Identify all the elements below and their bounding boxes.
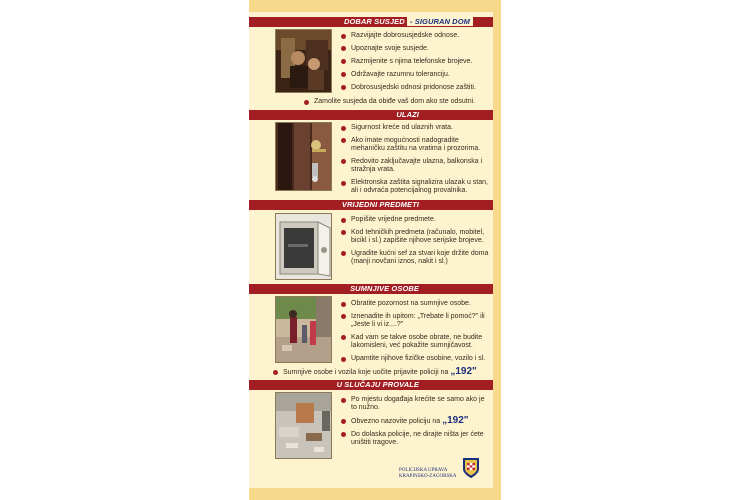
footer-line1: POLICIJSKA UPRAVA	[399, 468, 448, 473]
bullet-dot-icon	[341, 251, 346, 256]
burglary-image	[276, 393, 332, 459]
wide-bullet-report: Sumnjive osobe i vozila koje uočite prijavite policiji na „192"	[273, 368, 491, 377]
bullet-dot-icon	[341, 314, 346, 319]
bullet-dot-icon	[341, 230, 346, 235]
bullet-dot-icon	[273, 370, 278, 375]
bullet-dot-icon	[341, 126, 346, 131]
list-item: Elektronska zaštita signalizira ulazak u stan, ali i odvraća potencijalnog provalnika.	[341, 179, 491, 195]
list-item: Po mjestu događaja krećite se samo ako je to nužno.	[341, 396, 491, 412]
bullet-list-burglary	[341, 396, 491, 452]
door-lock-image	[276, 123, 332, 191]
photo-burglary	[275, 392, 332, 459]
list-item: Kad vam se takve osobe obrate, ne budite lakomisleni, već pokažite sumnjičavost.	[341, 334, 491, 350]
neighbours-image	[276, 30, 332, 93]
bullet-dot-icon	[341, 59, 346, 64]
section-header-suspicious: SUMNJIVE OSOBE	[249, 284, 493, 294]
list-item: Obratite pozornost na sumnjive osobe.	[341, 300, 491, 308]
photo-street	[275, 296, 332, 363]
photo-door	[275, 122, 332, 191]
bullet-dot-icon	[341, 72, 346, 77]
flyer	[249, 0, 501, 500]
section-header-entrances: ULAZI	[249, 110, 493, 120]
section-header-valuables: VRIJEDNI PREDMETI	[249, 200, 493, 210]
section-header-good-neighbour	[249, 17, 493, 27]
bullet-dot-icon	[341, 46, 346, 51]
list-item: Iznenadite ih upitom: „Trebate li pomoć?" ili „Jeste li vi iz....?"	[341, 313, 491, 329]
header-title-a: DOBAR SUSJED	[343, 17, 405, 26]
police-number: „192"	[450, 366, 477, 377]
police-number: „192"	[442, 415, 469, 427]
list-item: Dobrosusjedski odnosi pridonose zaštiti.	[341, 84, 491, 92]
bullet-list-valuables	[341, 216, 491, 271]
photo-neighbours	[275, 29, 332, 93]
header-title-b: - SIGURAN DOM	[407, 17, 473, 26]
list-item: Održavajte razumnu toleranciju.	[341, 71, 491, 79]
list-item: Redovito zaključavajte ulazna, balkonska i stražnja vrata.	[341, 158, 491, 174]
bullet-dot-icon	[341, 432, 346, 437]
list-item: Razvijajte dobrosusjedske odnose.	[341, 32, 491, 40]
list-item: Upoznajte svoje susjede.	[341, 45, 491, 53]
photo-safe	[275, 213, 332, 280]
flyer-panel	[249, 12, 493, 488]
bullet-dot-icon	[341, 398, 346, 403]
bullet-dot-icon	[304, 100, 309, 105]
street-image	[276, 297, 332, 363]
section-header-burglary: U SLUČAJU PROVALE	[249, 380, 493, 390]
bullet-list-suspicious	[341, 300, 491, 368]
list-item: Razmijenite s njima telefonske brojeve.	[341, 58, 491, 66]
bullet-dot-icon	[341, 85, 346, 90]
bullet-dot-icon	[341, 419, 346, 424]
list-item: Popišite vrijedne predmete.	[341, 216, 491, 224]
footer-line2: KRAPINSKO-ZAGORSKA	[399, 474, 457, 479]
list-item: Do dolaska policije, ne dirajte ništa jer ćete uništiti tragove.	[341, 431, 491, 447]
wide-bullet-neighbour: Zamolite susjeda da obiđe vaš dom ako ste odsutni.	[304, 98, 489, 106]
bullet-dot-icon	[341, 159, 346, 164]
list-item: Sigurnost kreće od ulaznih vrata.	[341, 124, 491, 132]
bullet-dot-icon	[341, 181, 346, 186]
bullet-dot-icon	[341, 138, 346, 143]
safe-image	[276, 214, 332, 280]
bullet-dot-icon	[341, 34, 346, 39]
bullet-dot-icon	[341, 357, 346, 362]
bullet-dot-icon	[341, 218, 346, 223]
list-item: Ako imate mogućnosti nadogradite mehaničku zaštitu na vratima i prozorima.	[341, 137, 491, 153]
list-item: Obvezno nazovite policiju na „192"	[341, 417, 491, 426]
list-item: Upamtite njihove fizičke osobine, vozilo i sl.	[341, 355, 491, 363]
bullet-dot-icon	[341, 335, 346, 340]
police-badge-icon	[462, 457, 480, 479]
bullet-list-entrances	[341, 124, 491, 200]
bullet-list-good-neighbour	[341, 32, 491, 96]
bullet-dot-icon	[341, 302, 346, 307]
list-item: Ugradite kućni sef za stvari koje držite doma (manji novčani iznos, nakit i sl.)	[341, 250, 491, 266]
list-item: Kod tehničkih predmeta (računalo, mobitel, bicikl i sl.) zapišite njihove serijske brojeve.	[341, 229, 491, 245]
